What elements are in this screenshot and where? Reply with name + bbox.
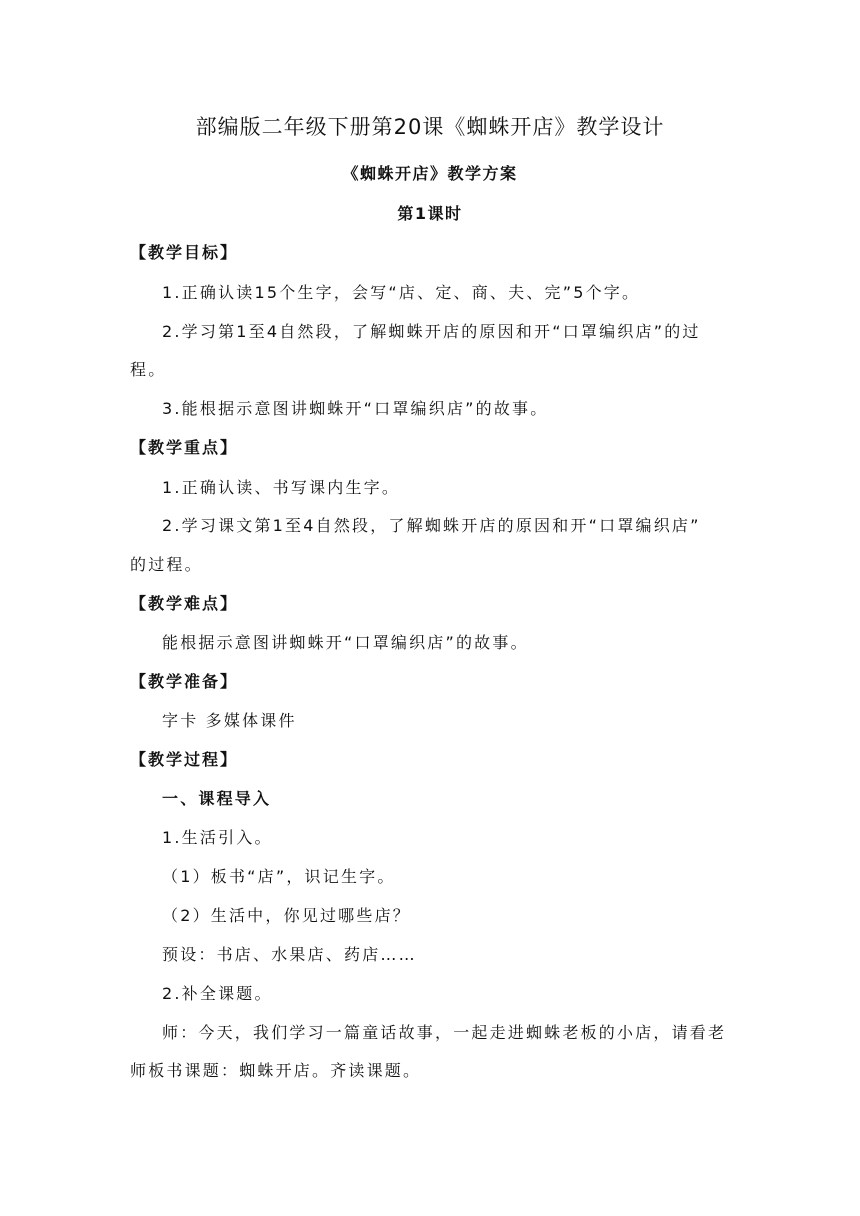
teacher-line-a: 师：今天，我们学习一篇童话故事，一起走进蜘蛛老板的小店，请看老 (162, 1023, 727, 1042)
preparation-heading: 【教学准备】 (130, 672, 239, 691)
difficulty-line-1: 能根据示意图讲蜘蛛开“口罩编织店”的故事。 (162, 633, 529, 652)
plan-title: 《蜘蛛开店》教学方案 (342, 164, 518, 183)
document-title: 部编版二年级下册第20课《蜘蛛开店》教学设计 (195, 115, 665, 139)
teacher-line-b: 师板书课题：蜘蛛开店。齐读课题。 (130, 1061, 422, 1080)
process-step-2: 2.补全课题。 (162, 984, 273, 1003)
objective-line-2b: 程。 (130, 360, 167, 379)
process-sub-1: （1）板书“店”，识记生字。 (162, 867, 396, 886)
preparation-line-1: 字卡 多媒体课件 (162, 711, 297, 730)
process-part-1: 一、课程导入 (162, 789, 272, 808)
lesson-label: 第1课时 (397, 204, 463, 223)
process-step-1: 1.生活引入。 (162, 828, 273, 847)
key-point-line-2b: 的过程。 (130, 555, 203, 574)
process-heading: 【教学过程】 (130, 750, 239, 769)
objective-line-2a: 2.学习第1至4自然段，了解蜘蛛开店的原因和开“口罩编织店”的过 (162, 322, 701, 341)
objectives-heading: 【教学目标】 (130, 243, 239, 262)
objective-line-3: 3.能根据示意图讲蜘蛛开“口罩编织店”的故事。 (162, 399, 549, 418)
process-preset: 预设：书店、水果店、药店…… (162, 945, 417, 964)
process-sub-2: （2）生活中，你见过哪些店？ (162, 906, 411, 925)
objective-line-1: 1.正确认读15个生字，会写“店、定、商、夫、完”5个字。 (162, 283, 641, 302)
difficulties-heading: 【教学难点】 (130, 594, 239, 613)
key-point-line-2a: 2.学习课文第1至4自然段，了解蜘蛛开店的原因和开“口罩编织店” (162, 516, 701, 535)
key-points-heading: 【教学重点】 (130, 438, 239, 457)
key-point-line-1: 1.正确认读、书写课内生字。 (162, 478, 401, 497)
